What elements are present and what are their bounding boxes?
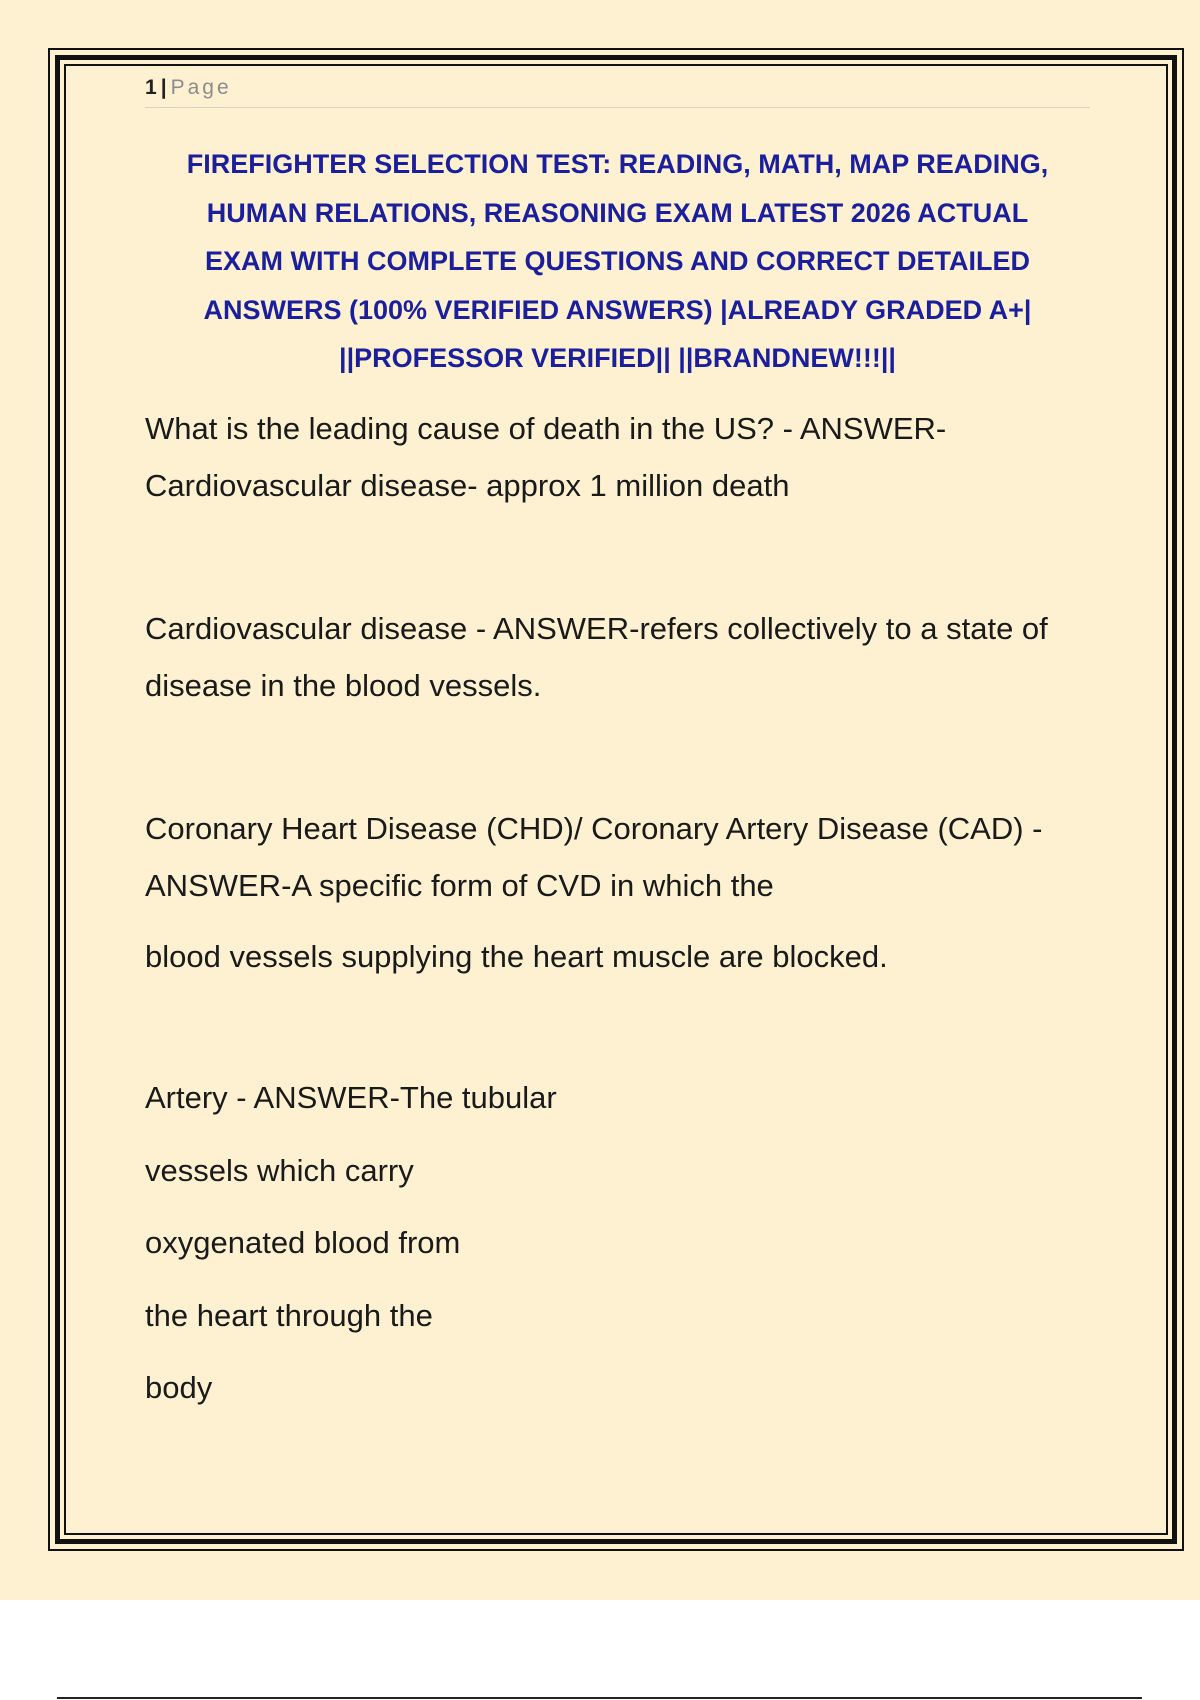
answer-text: Cardiovascular disease- approx 1 million death	[145, 468, 790, 503]
title-line: FIREFIGHTER SELECTION TEST: READING, MATH, MAP READING,	[186, 149, 1049, 179]
question-text: What is the leading cause of death in the US? - ANSWER-	[145, 411, 947, 446]
title-line: HUMAN RELATIONS, REASONING EXAM LATEST 2026 ACTUAL	[206, 197, 1029, 228]
qa-entry-coronary-heart-disease	[145, 800, 1095, 985]
answer-text: body	[145, 1370, 213, 1405]
question-text: Artery - ANSWER-The tubular	[145, 1080, 557, 1115]
page-number: 1	[145, 76, 157, 99]
answer-text: disease in the blood vessels.	[145, 668, 542, 703]
qa-entry-leading-cause	[145, 400, 1095, 514]
answer-text: blood vessels supplying the heart muscle are blocked.	[145, 939, 888, 974]
page-header	[145, 74, 1090, 108]
qa-entry-cardiovascular-disease	[145, 600, 1095, 714]
answer-text: the heart through the	[145, 1297, 433, 1333]
title-line: ANSWERS (100% VERIFIED ANSWERS) |ALREADY GRADED A+|	[203, 294, 1032, 325]
question-text: Cardiovascular disease - ANSWER-refers collectively to a state of	[145, 611, 1048, 646]
answer-text: ANSWER-A specific form of CVD in which the	[145, 868, 774, 903]
answer-text: oxygenated blood from	[145, 1225, 461, 1260]
qa-entry-artery	[145, 1062, 1095, 1425]
page-separator: |	[160, 76, 167, 99]
title-line: EXAM WITH COMPLETE QUESTIONS AND CORRECT DETAILED	[204, 246, 1030, 276]
title-line: ||PROFESSOR VERIFIED|| ||BRANDNEW!!!||	[339, 343, 896, 373]
answer-text: vessels which carry	[145, 1152, 414, 1188]
footer-rule	[57, 1697, 1142, 1699]
question-text: Coronary Heart Disease (CHD)/ Coronary Artery Disease (CAD) -	[145, 811, 1043, 846]
page-label: Page	[170, 76, 232, 99]
document-title	[150, 140, 1085, 383]
